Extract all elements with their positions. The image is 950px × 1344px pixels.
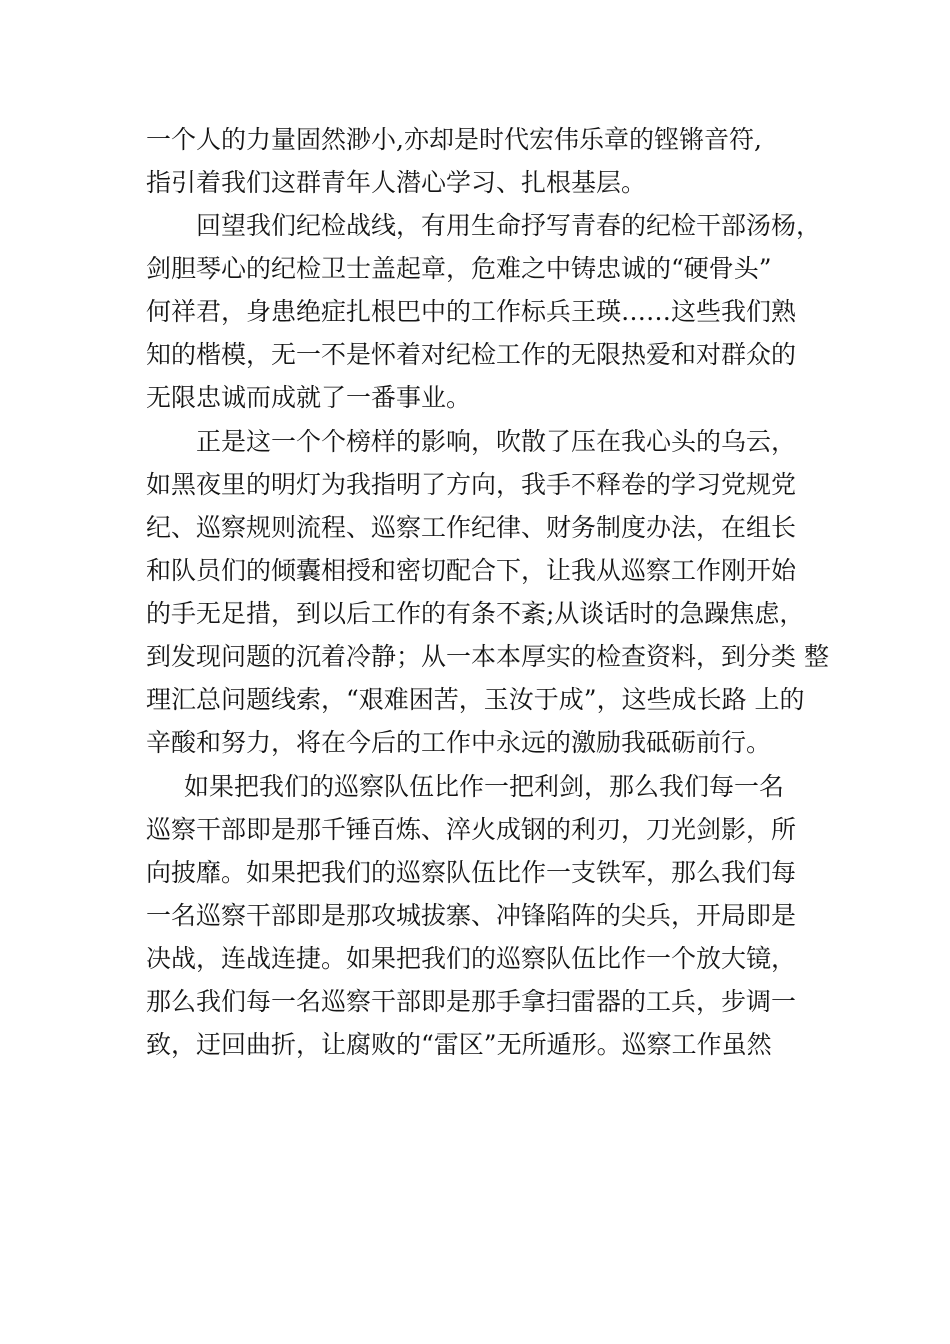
text-line: 一个人的力量固然渺小,亦却是时代宏伟乐章的铿锵音符, [146, 125, 762, 154]
text-line: 一名巡察干部即是那攻城拔寨、冲锋陷阵的尖兵，开局即是 [146, 901, 797, 930]
text-line: 向披靡。如果把我们的巡察队伍比作一支铁军，那么我们每 [146, 858, 797, 887]
text-line: 如黑夜里的明灯为我指明了方向，我手不释卷的学习党规党 [146, 470, 797, 499]
text-line: 巡察干部即是那千锤百炼、淬火成钢的利刃，刀光剑影，所 [146, 815, 797, 844]
text-line: 正是这一个个榜样的影响，吹散了压在我心头的乌云， [196, 427, 797, 456]
text-line: 剑胆琴心的纪检卫士盖起章，危难之中铸忠诚的“硬骨头” [146, 254, 772, 283]
text-line: 致，迂回曲折，让腐败的“雷区”无所遁形。巡察工作虽然 [146, 1030, 772, 1059]
text-line: 那么我们每一名巡察干部即是那手拿扫雷器的工兵，步调一 [146, 987, 797, 1016]
text-line: 辛酸和努力，将在今后的工作中永远的激励我砥砺前行。 [146, 728, 772, 757]
text-line: 到发现问题的沉着冷静；从一本本厚实的检查资料，到分类 整 [146, 642, 829, 671]
text-line: 决战，连战连捷。如果把我们的巡察队伍比作一个放大镜， [146, 944, 797, 973]
text-line: 纪、巡察规则流程、巡察工作纪律、财务制度办法，在组长 [146, 513, 797, 542]
text-line: 理汇总问题线索，“艰难困苦，玉汝于成”，这些成长路 上的 [146, 685, 805, 714]
text-line: 无限忠诚而成就了一番事业。 [146, 383, 472, 412]
text-line: 和队员们的倾囊相授和密切配合下，让我从巡察工作刚开始 [146, 556, 797, 585]
text-line: 的手无足措，到以后工作的有条不紊;从谈话时的急躁焦虑， [146, 599, 805, 628]
text-line: 回望我们纪检战线，有用生命抒写青春的纪检干部汤杨， [196, 211, 822, 240]
text-line: 如果把我们的巡察队伍比作一把利剑，那么我们每一名 [184, 772, 785, 801]
text-line: 何祥君，身患绝症扎根巴中的工作标兵王瑛……这些我们熟 [146, 297, 797, 326]
text-line: 指引着我们这群青年人潜心学习、扎根基层。 [146, 168, 647, 197]
text-line: 知的楷模，无一不是怀着对纪检工作的无限热爱和对群众的 [146, 340, 797, 369]
